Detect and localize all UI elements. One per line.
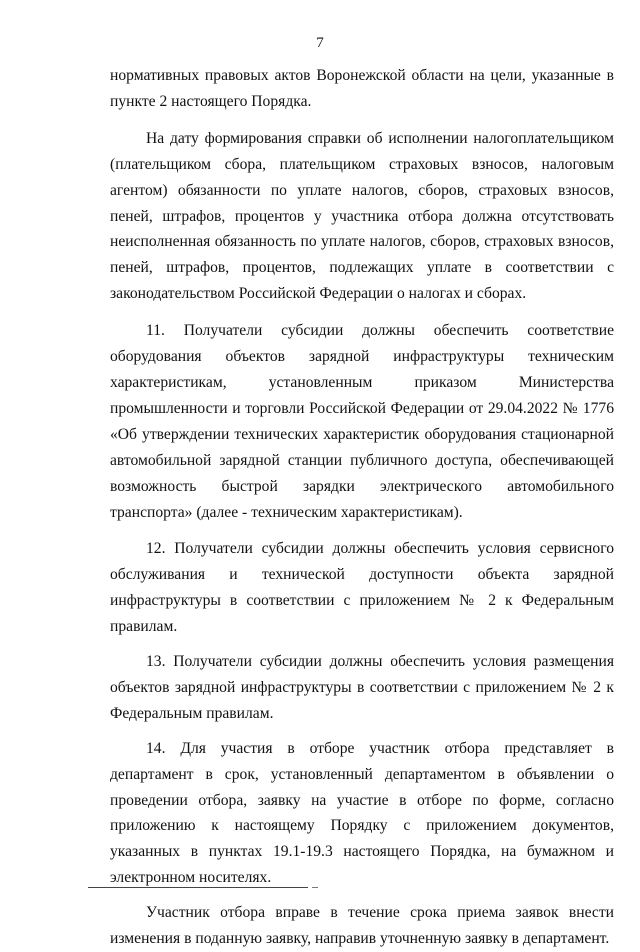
document-body — [110, 63, 614, 952]
paragraph-item-14: 14. Для участия в отборе участник отбора представляет в департамент в срок, установленный департаментом в объявлении о проведении отбора, заявку на участие в отборе по форме, согласно приложению к настоящему Порядку с приложением документов, указанных в пунктах 19.1-19.3 настоящего Порядка, на бумажном и электронном носителях. — [110, 739, 614, 887]
footer-rule-tick — [312, 887, 318, 888]
paragraph-continuation: нормативных правовых актов Воронежской области на цели, указанные в пункте 2 настоящего Порядка. — [110, 67, 614, 110]
paragraph-amendments: Участник отбора вправе в течение срока приема заявок внести изменения в поданную заявку, направив уточненную заявку в департамент. — [110, 904, 614, 948]
paragraph-item-12: 12. Получатели субсидии должны обеспечить условия сервисного обслуживания и технической доступности объекта зарядной инфраструктуры в соответствии с приложением № 2 к Федеральным правилам. — [110, 540, 614, 636]
paragraph-tax-obligations: На дату формирования справки об исполнении налогоплательщиком (плательщиком сбора, плательщиком страховых взносов, налоговым агентом) обязанности по уплате налогов, сборов, страховых взносов, пеней, штрафов, процентов у участника отбора должна отсутствовать неисполненная обязанность по уплате налогов, сборов, страховых взносов, пеней, штрафов, процентов, подлежащих уплате в соответствии с законодательством Российской Федерации о налогах и сборах. — [110, 129, 614, 303]
page-number: 7 — [316, 35, 324, 51]
paragraph-item-13: 13. Получатели субсидии должны обеспечить условия размещения объектов зарядной инфраструктуры в соответствии с приложением № 2 к Федеральным правилам. — [110, 653, 614, 722]
paragraph-item-11: 11. Получатели субсидии должны обеспечить соответствие оборудования объектов зарядной инфраструктуры техническим характеристикам, установленным приказом Министерства промышленности и торговли Российской Федерации от 29.04.2022 № 1776 «Об утверждении технических характеристик оборудования стационарной автомобильной зарядной станции публичного доступа, обеспечивающей возможность быстрой зарядки электрического автомобильного транспорта» (далее - техническим характеристикам). — [110, 322, 614, 521]
footer-rule — [88, 887, 308, 888]
